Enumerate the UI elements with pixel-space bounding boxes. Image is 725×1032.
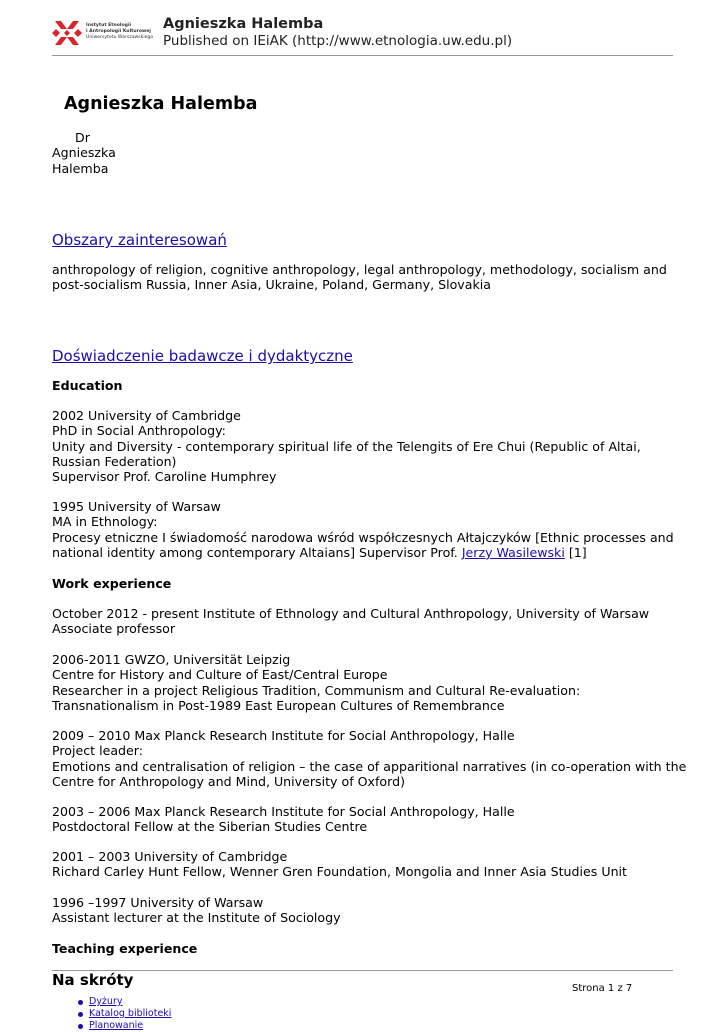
text-line: 2006-2011 GWZO, Universität Leipzig — [52, 652, 291, 667]
list-item — [76, 996, 171, 1008]
quick-link-office-hours[interactable]: Dyżury — [89, 996, 123, 1007]
education-entry — [52, 408, 673, 484]
list-item — [76, 1008, 171, 1020]
footer-divider — [52, 970, 673, 971]
text-line: Researcher in a project Religious Tradition, Communism and Cultural Re-evaluation: — [52, 682, 581, 698]
teaching-heading: Teaching experience — [52, 941, 198, 956]
text-line: MA in Ethnology: — [52, 514, 158, 530]
text-line: Russian Federation) — [52, 453, 177, 469]
text-line: anthropology of religion, cognitive anthropology, legal anthropology, methodology, socialism and — [52, 262, 667, 277]
text-line: 2002 University of Cambridge — [52, 408, 241, 423]
work-entry — [52, 804, 673, 835]
name-title: Dr — [75, 130, 90, 145]
text-line: 1996 –1997 University of Warsaw — [52, 895, 264, 910]
experience-heading-link[interactable]: Doświadczenie badawcze i dydaktyczne — [52, 347, 353, 365]
work-entry — [52, 849, 673, 880]
text-line: Richard Carley Hunt Fellow, Wenner Gren Foundation, Mongolia and Inner Asia Studies Unit — [52, 864, 627, 880]
work-entry — [52, 606, 673, 637]
logo-mark-icon — [52, 18, 82, 48]
text-line: Postdoctoral Fellow at the Siberian Studies Centre — [52, 819, 368, 835]
text-line: Emotions and centralisation of religion – the case of apparitional narratives (in co-operation with the — [52, 758, 687, 774]
logo-line: i Antropologii Kulturowej — [86, 29, 151, 34]
education-heading: Education — [52, 378, 123, 393]
text-line: 1995 University of Warsaw — [52, 499, 221, 514]
list-item — [76, 1020, 171, 1032]
name-last: Halemba — [52, 160, 109, 176]
logo-wordmark — [86, 23, 153, 41]
text-line: 2001 – 2003 University of Cambridge — [52, 849, 288, 864]
experience-heading — [52, 349, 353, 364]
text-line: Centre for History and Culture of East/Central Europe — [52, 667, 388, 683]
interests-heading-link[interactable]: Obszary zainteresowań — [52, 231, 227, 249]
text-line: PhD in Social Anthropology: — [52, 423, 226, 439]
text-line: Procesy etniczne I świadomość narodowa wśród współczesnych Ałtajczyków [Ethnic processes and — [52, 529, 674, 545]
work-entry — [52, 652, 673, 713]
logo-line: Uniwersytetu Warszawskiego — [86, 35, 154, 40]
text-line: Assistant lecturer at the Institute of Sociology — [52, 910, 341, 926]
text-line: October 2012 - present Institute of Ethnology and Cultural Anthropology, University of Warsaw — [52, 606, 650, 621]
page-title: Agnieszka Halemba — [64, 94, 258, 114]
page-number: Strona 1 z 7 — [572, 983, 633, 994]
work-heading: Work experience — [52, 576, 172, 591]
quick-links-title: Na skróty — [52, 971, 134, 989]
published-on: Published on IEiAK (http://www.etnologia.uw.edu.pl) — [163, 33, 513, 49]
work-entry — [52, 895, 673, 926]
education-entry — [52, 499, 673, 560]
quick-link-planning[interactable]: Planowanie — [89, 1020, 144, 1031]
header-title: Agnieszka Halemba — [163, 16, 324, 32]
text-line: Project leader: — [52, 743, 143, 759]
institute-logo — [52, 18, 152, 50]
work-entry — [52, 728, 687, 789]
text-line: Unity and Diversity - contemporary spiritual life of the Telengits of Ere Chui (Republic of Altai, — [52, 438, 641, 454]
text-span: national identity among contemporary Altaians] Supervisor Prof. — [52, 544, 462, 560]
interests-heading — [52, 233, 227, 248]
name-block — [52, 130, 116, 176]
quick-links-list — [76, 996, 171, 1032]
text-line: post-socialism Russia, Inner Asia, Ukraine, Poland, Germany, Slovakia — [52, 277, 491, 293]
logo-line: Instytut Etnologii — [86, 23, 132, 28]
footnote-ref: [1] — [564, 544, 587, 560]
text-line: Supervisor Prof. Caroline Humphrey — [52, 469, 277, 485]
name-first: Agnieszka — [52, 145, 116, 161]
text-line: 2009 – 2010 Max Planck Research Institute for Social Anthropology, Halle — [52, 728, 515, 743]
text-line: Centre for Anthropology and Mind, University of Oxford) — [52, 773, 405, 789]
interests-text — [52, 262, 673, 293]
text-line: 2003 – 2006 Max Planck Research Institute for Social Anthropology, Halle — [52, 804, 515, 819]
page-header — [52, 14, 673, 56]
text-line: Transnationalism in Post-1989 East European Cultures of Remembrance — [52, 697, 505, 713]
text-line: Associate professor — [52, 621, 176, 637]
quick-link-library-catalog[interactable]: Katalog biblioteki — [89, 1008, 172, 1019]
text-line — [52, 545, 673, 560]
supervisor-link[interactable]: Jerzy Wasilewski — [461, 544, 565, 560]
